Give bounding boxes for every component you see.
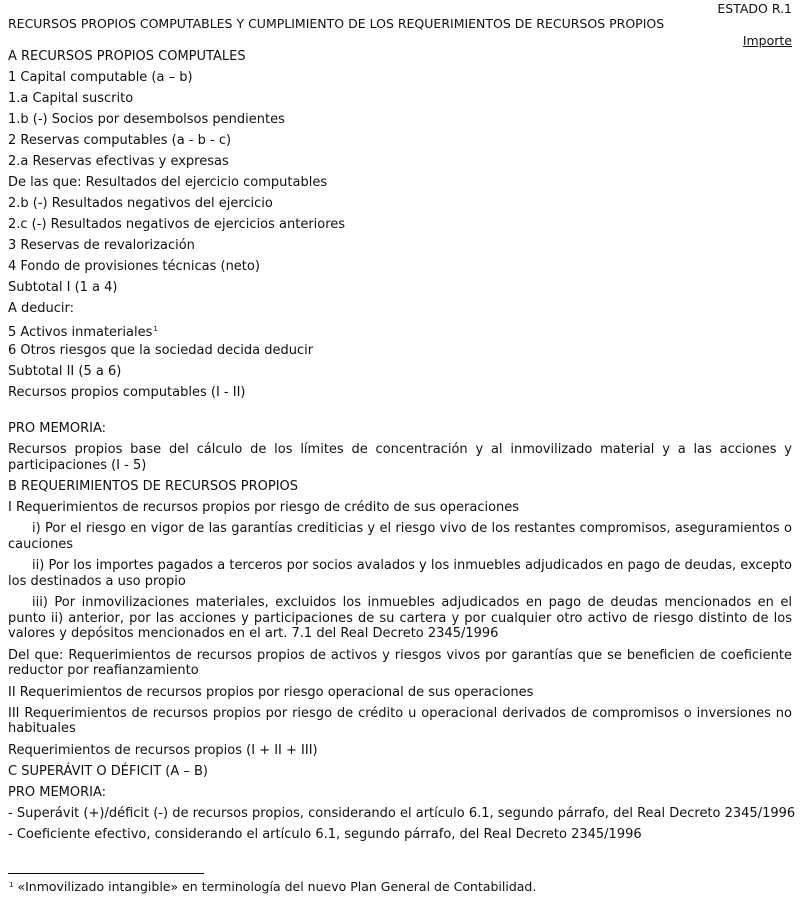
- line-activos-inmateriales: [8, 319, 792, 340]
- line-requerimientos-credito: I Requerimientos de recursos propios por riesgo de crédito de sus operaciones: [8, 500, 520, 515]
- line-sub-iii: iii) Por inmovilizaciones materiales, excluidos los inmuebles adjudicados en pago de deudas mencionados en el punto ii) anterior, por las acciones y participaciones de su cartera y por cualquier otro activo de riesgo distinto de los valores y depósitos mencionados en el art. 7.1 del Real Decreto 2345/1996: [8, 595, 792, 641]
- statement-body: [8, 46, 796, 845]
- line-a-deducir: A deducir:: [8, 301, 75, 316]
- line-resultados-ejercicio: De las que: Resultados del ejercicio computables: [8, 175, 328, 190]
- section-b-heading: B REQUERIMIENTOS DE RECURSOS PROPIOS: [8, 479, 299, 494]
- importe-column-header: Importe: [742, 33, 792, 48]
- footnote: [8, 879, 536, 894]
- line-reservas-efectivas: 2.a Reservas efectivas y expresas: [8, 154, 229, 169]
- line-subtotal-ii: Subtotal II (5 a 6): [8, 364, 122, 379]
- activos-inmateriales-label: 5 Activos inmateriales: [8, 325, 153, 340]
- line-sub-ii: ii) Por los importes pagados a terceros por socios avalados y los inmuebles adjudicados en pago de deudas, excepto los destinados a uso propio: [8, 558, 792, 589]
- footnote-ref: 1: [153, 325, 158, 333]
- line-capital-computable: 1 Capital computable (a – b): [8, 70, 193, 85]
- line-recursos-propios-computables: Recursos propios computables (I - II): [8, 385, 246, 400]
- line-coeficiente-efectivo: - Coeficiente efectivo, considerando el artículo 6.1, segundo párrafo, del Real Decreto 2345/1996: [8, 826, 642, 842]
- line-del-que: Del que: Requerimientos de recursos propios de activos y riesgos vivos por garantías que se beneficien de coeficiente reductor por reafianzamiento: [8, 647, 792, 678]
- footnote-text: «Inmovilizado intangible» en terminología del nuevo Plan General de Contabilidad.: [13, 879, 537, 894]
- line-reservas-revalorizacion: 3 Reservas de revalorización: [8, 238, 195, 253]
- footnote-divider: [8, 873, 204, 874]
- line-resultados-negativos-anteriores: 2.c (-) Resultados negativos de ejercicios anteriores: [8, 217, 346, 232]
- line-capital-suscrito: 1.a Capital suscrito: [8, 91, 134, 106]
- line-superavit-deficit: - Superávit (+)/déficit (-) de recursos propios, considerando el artículo 6.1, segundo párrafo, del Real Decreto 2345/1996: [8, 805, 796, 821]
- line-requerimientos-total: Requerimientos de recursos propios (I + II + III): [8, 742, 318, 758]
- section-c-pro-memoria: PRO MEMORIA:: [8, 784, 107, 800]
- line-fondo-provisiones: 4 Fondo de provisiones técnicas (neto): [8, 259, 260, 274]
- line-requerimientos-no-habituales: III Requerimientos de recursos propios por riesgo de crédito u operacional derivados de compromisos o inversiones no habituales: [8, 705, 792, 736]
- footnote-number: 1: [9, 881, 14, 889]
- line-requerimientos-operacional: II Requerimientos de recursos propios por riesgo operacional de sus operaciones: [8, 684, 534, 700]
- line-sub-i: i) Por el riesgo en vigor de las garantías crediticias y el riesgo vivo de los restantes compromisos, aseguramientos o cauciones: [8, 521, 792, 552]
- page-title: RECURSOS PROPIOS COMPUTABLES Y CUMPLIMIENTO DE LOS REQUERIMIENTOS DE RECURSOS PROPIOS: [8, 16, 665, 31]
- line-resultados-negativos-ejercicio: 2.b (-) Resultados negativos del ejercicio: [8, 196, 273, 211]
- line-subtotal-i: Subtotal I (1 a 4): [8, 280, 118, 295]
- line-otros-riesgos: 6 Otros riesgos que la sociedad decida deducir: [8, 343, 314, 358]
- section-a-heading: A RECURSOS PROPIOS COMPUTALES: [8, 49, 246, 64]
- line-socios-desembolsos: 1.b (-) Socios por desembolsos pendientes: [8, 112, 285, 127]
- line-reservas-computables: 2 Reservas computables (a - b - c): [8, 133, 232, 148]
- pro-memoria-heading: PRO MEMORIA:: [8, 421, 107, 436]
- section-c-heading: C SUPERÁVIT O DÉFICIT (A – B): [8, 763, 209, 779]
- pro-memoria-text: Recursos propios base del cálculo de los límites de concentración y al inmovilizado material y a las acciones y participaciones (I - 5): [8, 442, 792, 473]
- form-code: ESTADO R.1: [717, 1, 792, 16]
